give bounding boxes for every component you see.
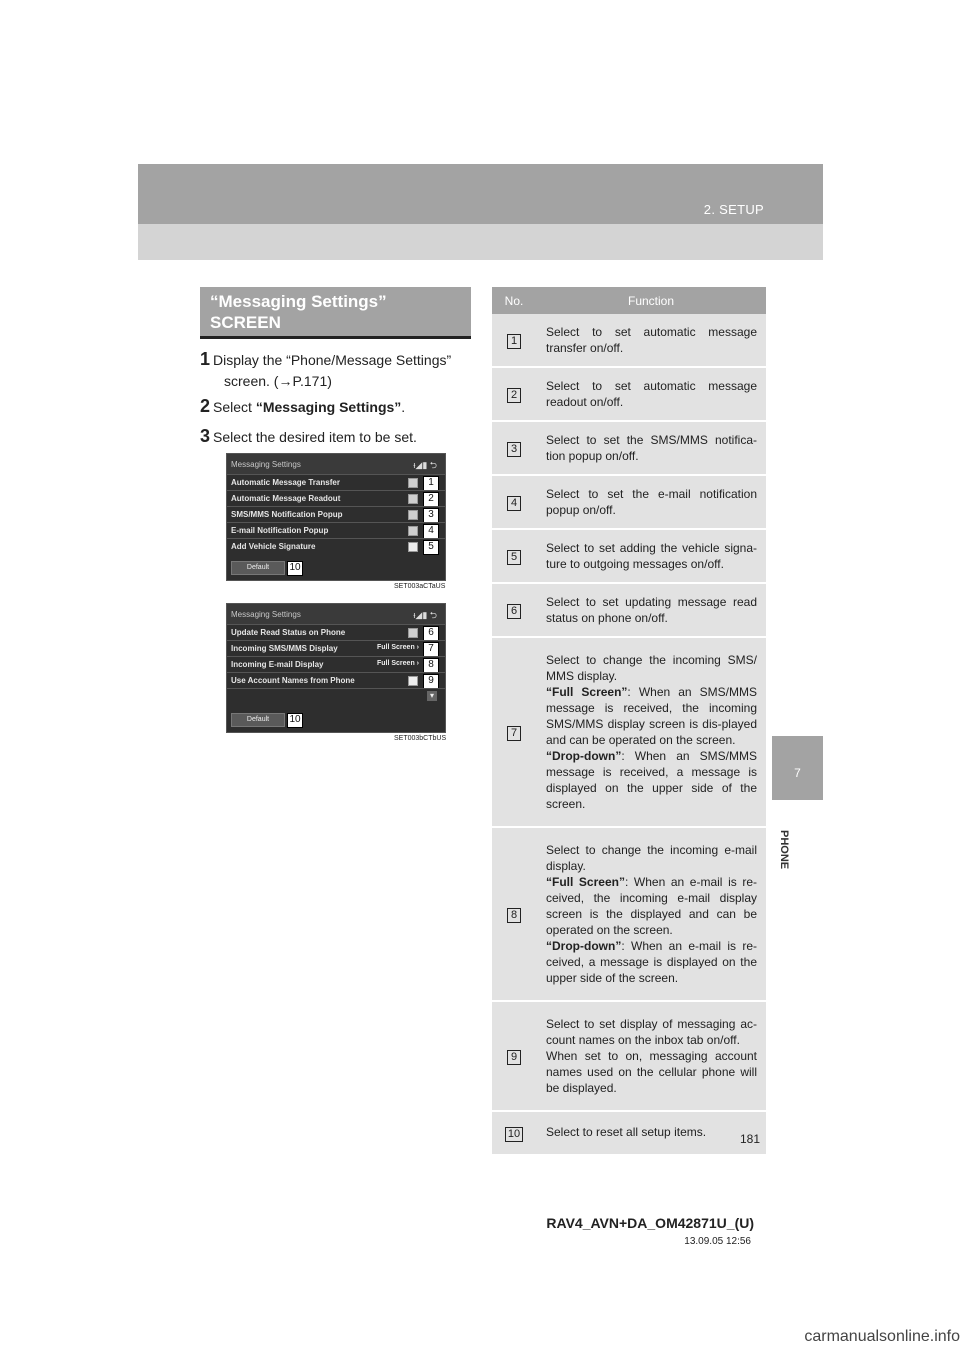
chapter-tab-label: PHONE bbox=[778, 830, 790, 870]
screen-row: Automatic Message Readout 2 bbox=[227, 490, 445, 506]
screen-title-bar: Messaging Settings ᵻ◢▮ ⮌ bbox=[227, 454, 445, 474]
table-row: 6 Select to set updating message read status on phone on/off. bbox=[492, 583, 766, 637]
image-code: SET003bCTbUS bbox=[394, 735, 447, 742]
image-code: SET003aCTaUS bbox=[394, 583, 446, 590]
status-back-icon: ᵻ◢▮ ⮌ bbox=[413, 610, 437, 620]
column-header-no: No. bbox=[492, 287, 536, 314]
table-row: 3 Select to set the SMS/MMS notifica-tion popup on/off. bbox=[492, 421, 766, 475]
default-button: Default bbox=[231, 713, 285, 727]
step-1: 1 Display the “Phone/Message Settings” screen. (→P.171) bbox=[200, 349, 452, 389]
page-number: 181 bbox=[739, 1132, 760, 1146]
callout-badge: 5 bbox=[423, 540, 439, 555]
checkbox-icon bbox=[408, 542, 418, 552]
chapter-tab bbox=[772, 800, 823, 870]
section-label: 2. SETUP bbox=[703, 202, 764, 217]
step-2: 2 Select “Messaging Settings”. bbox=[200, 396, 406, 416]
screen-row: E-mail Notification Popup 4 bbox=[227, 522, 445, 538]
callout-badge: 10 bbox=[287, 713, 303, 728]
chapter-tab-number: 7 bbox=[772, 736, 823, 800]
column-header-function: Function bbox=[536, 287, 766, 314]
callout-badge: 7 bbox=[423, 642, 439, 657]
callout-badge: 3 bbox=[423, 508, 439, 523]
screen-row: Automatic Message Transfer 1 bbox=[227, 474, 445, 490]
messaging-settings-screenshot-2 bbox=[226, 603, 446, 733]
checkbox-icon bbox=[408, 494, 418, 504]
document-date: 13.09.05 12:56 bbox=[684, 1236, 751, 1247]
table-row: 2 Select to set automatic message readout on/off. bbox=[492, 367, 766, 421]
table-row: 1 Select to set automatic message transfer on/off. bbox=[492, 314, 766, 367]
checkbox-icon bbox=[408, 510, 418, 520]
screen-row: SMS/MMS Notification Popup 3 bbox=[227, 506, 445, 522]
watermark-link[interactable]: carmanualsonline.info bbox=[804, 1328, 960, 1345]
table-row: 9 Select to set display of messaging ac-count names on the inbox tab on/off. When set to on, messaging account names used on the cellular phone will be displayed. bbox=[492, 1001, 766, 1111]
callout-badge: 4 bbox=[423, 524, 439, 539]
callout-badge: 2 bbox=[423, 492, 439, 507]
screen-row: Update Read Status on Phone 6 bbox=[227, 624, 445, 640]
scroll-down-icon: ▾ bbox=[427, 691, 437, 701]
step-3: 3 Select the desired item to be set. bbox=[200, 426, 417, 446]
status-back-icon: ᵻ◢▮ ⮌ bbox=[413, 460, 437, 470]
table-row: 7 Select to change the incoming SMS/ MMS display. “Full Screen”: When an SMS/MMS message is received, the incoming SMS/MMS display screen is dis-played and can be operated on the screen. “Drop-down”: When an SMS/MMS message is received, a message is displayed on the upper side of the screen. bbox=[492, 637, 766, 827]
screen-row: Add Vehicle Signature 5 bbox=[227, 538, 445, 554]
checkbox-icon bbox=[408, 478, 418, 488]
table-row: 5 Select to set adding the vehicle signa-ture to outgoing messages on/off. bbox=[492, 529, 766, 583]
callout-badge: 10 bbox=[287, 561, 303, 576]
table-header bbox=[492, 287, 766, 314]
function-table bbox=[492, 287, 766, 1156]
callout-badge: 9 bbox=[423, 674, 439, 689]
default-button: Default bbox=[231, 561, 285, 575]
screen-row: Use Account Names from Phone 9 bbox=[227, 672, 445, 688]
checkbox-icon bbox=[408, 628, 418, 638]
checkbox-icon bbox=[408, 676, 418, 686]
screen-row: Incoming E-mail Display Full Screen › 8 bbox=[227, 656, 445, 672]
callout-badge: 6 bbox=[423, 626, 439, 641]
callout-badge: 1 bbox=[423, 476, 439, 491]
table-row: 8 Select to change the incoming e-mail display. “Full Screen”: When an e-mail is re-ceived, the incoming e-mail display screen is the displayed and can be operated on the screen. “Drop-down”: When an e-mail is re-ceived, a message is displayed on the upper side of the screen. bbox=[492, 827, 766, 1001]
checkbox-icon bbox=[408, 526, 418, 536]
callout-badge: 8 bbox=[423, 658, 439, 673]
table-row: 4 Select to set the e-mail notification popup on/off. bbox=[492, 475, 766, 529]
table-row: 10 Select to reset all setup items. bbox=[492, 1111, 766, 1155]
screen-row: Incoming SMS/MMS Display Full Screen › 7 bbox=[227, 640, 445, 656]
messaging-settings-screenshot-1 bbox=[226, 453, 446, 581]
section-title: “Messaging Settings” SCREEN bbox=[200, 287, 471, 339]
screen-title-bar: Messaging Settings ᵻ◢▮ ⮌ bbox=[227, 604, 445, 624]
document-id: RAV4_AVN+DA_OM42871U_(U) bbox=[546, 1215, 754, 1231]
